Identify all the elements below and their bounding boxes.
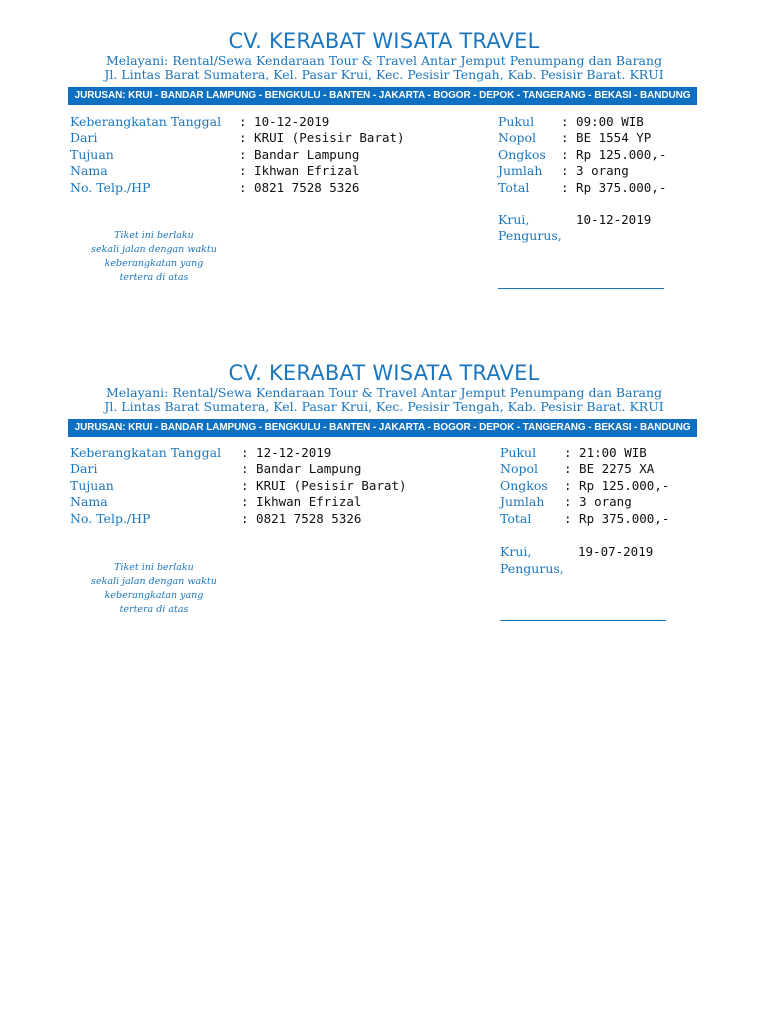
value-issue-date: 19-07-2019 — [578, 544, 654, 559]
validity-note — [70, 561, 238, 617]
value-fare: : Rp 125.000,- — [564, 478, 670, 493]
ticket — [0, 332, 768, 652]
label-name: Nama — [70, 163, 108, 178]
label-city: Krui, — [500, 544, 532, 559]
routes-banner: JURUSAN: KRUI - BANDAR LAMPUNG - BENGKULU - BANTEN - JAKARTA - BOGOR - DEPOK - TANGERANG - BEKASI - BANDUNG — [68, 419, 697, 437]
value-departure-date: : 10-12-2019 — [239, 114, 330, 129]
label-name: Nama — [70, 494, 108, 509]
value-time: : 21:00 WIB — [564, 445, 647, 460]
label-departure-date: Keberangkatan Tanggal — [70, 445, 222, 460]
label-time: Pukul — [498, 114, 535, 129]
label-from: Dari — [70, 461, 98, 476]
note-line: tertera di atas — [119, 604, 189, 615]
label-departure-date: Keberangkatan Tanggal — [70, 114, 222, 129]
value-count: : 3 orang — [561, 163, 629, 178]
value-time: : 09:00 WIB — [561, 114, 644, 129]
label-city: Krui, — [498, 212, 530, 227]
label-to: Tujuan — [70, 478, 114, 493]
signature-line — [500, 620, 666, 621]
note-line: sekali jalan dengan waktu — [91, 576, 217, 587]
label-to: Tujuan — [70, 147, 114, 162]
label-total: Total — [500, 511, 532, 526]
value-count: : 3 orang — [564, 494, 632, 509]
label-phone: No. Telp./HP — [70, 511, 151, 526]
label-manager: Pengurus, — [500, 561, 564, 576]
services-line: Melayani: Rental/Sewa Kendaraan Tour & Travel Antar Jemput Penumpang dan Barang — [105, 385, 663, 400]
value-name: : Ikhwan Efrizal — [239, 163, 360, 178]
note-line: Tiket ini berlaku — [114, 230, 194, 241]
value-plate: : BE 2275 XA — [564, 461, 655, 476]
value-departure-date: : 12-12-2019 — [241, 445, 332, 460]
value-from: : Bandar Lampung — [241, 461, 362, 476]
value-fare: : Rp 125.000,- — [561, 147, 667, 162]
label-time: Pukul — [500, 445, 537, 460]
value-to: : Bandar Lampung — [239, 147, 360, 162]
company-name: CV. KERABAT WISATA TRAVEL — [228, 29, 540, 53]
value-phone: : 0821 7528 5326 — [241, 511, 362, 526]
company-name: CV. KERABAT WISATA TRAVEL — [228, 361, 540, 385]
label-count: Jumlah — [500, 494, 545, 509]
ticket — [0, 0, 768, 320]
note-line: tertera di atas — [119, 272, 189, 283]
value-from: : KRUI (Pesisir Barat) — [239, 130, 405, 145]
label-total: Total — [498, 180, 530, 195]
value-total: : Rp 375.000,- — [564, 511, 670, 526]
address-line: Jl. Lintas Barat Sumatera, Kel. Pasar Krui, Kec. Pesisir Tengah, Kab. Pesisir Barat. KRUI — [104, 399, 664, 414]
label-count: Jumlah — [498, 163, 543, 178]
services-line: Melayani: Rental/Sewa Kendaraan Tour & Travel Antar Jemput Penumpang dan Barang — [105, 53, 663, 68]
label-fare: Ongkos — [500, 478, 548, 493]
address-line: Jl. Lintas Barat Sumatera, Kel. Pasar Krui, Kec. Pesisir Tengah, Kab. Pesisir Barat. KRUI — [104, 67, 664, 82]
value-phone: : 0821 7528 5326 — [239, 180, 360, 195]
value-to: : KRUI (Pesisir Barat) — [241, 478, 407, 493]
value-issue-date: 10-12-2019 — [576, 212, 652, 227]
value-total: : Rp 375.000,- — [561, 180, 667, 195]
note-line: keberangkatan yang — [104, 258, 204, 269]
signature-line — [498, 288, 664, 289]
validity-note — [70, 229, 238, 285]
value-plate: : BE 1554 YP — [561, 130, 652, 145]
note-line: sekali jalan dengan waktu — [91, 244, 217, 255]
routes-banner: JURUSAN: KRUI - BANDAR LAMPUNG - BENGKULU - BANTEN - JAKARTA - BOGOR - DEPOK - TANGERANG - BEKASI - BANDUNG — [68, 87, 697, 105]
label-manager: Pengurus, — [498, 228, 562, 243]
label-fare: Ongkos — [498, 147, 546, 162]
note-line: keberangkatan yang — [104, 590, 204, 601]
label-phone: No. Telp./HP — [70, 180, 151, 195]
label-plate: Nopol — [500, 461, 538, 476]
note-line: Tiket ini berlaku — [114, 562, 194, 573]
label-from: Dari — [70, 130, 98, 145]
value-name: : Ikhwan Efrizal — [241, 494, 362, 509]
label-plate: Nopol — [498, 130, 536, 145]
